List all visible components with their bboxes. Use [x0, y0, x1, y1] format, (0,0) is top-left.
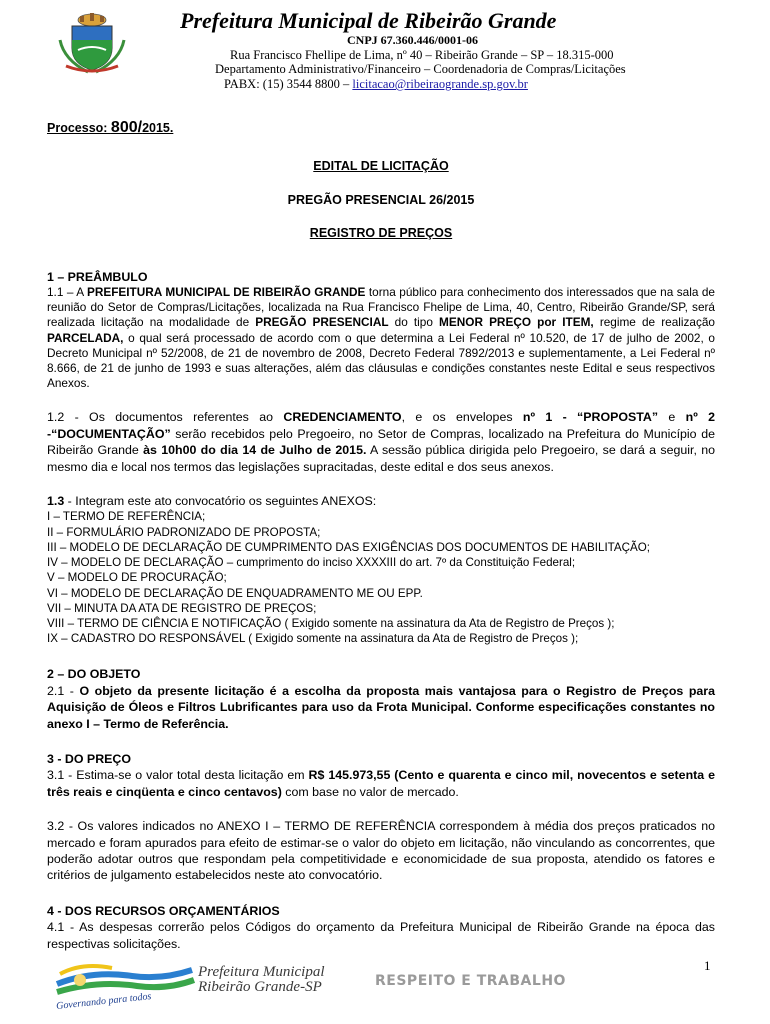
- edital-title: EDITAL DE LICITAÇÃO: [313, 159, 449, 174]
- cnpj: CNPJ 67.360.446/0001-06: [347, 33, 478, 47]
- document-body: [47, 115, 715, 952]
- footer-slogan: Governando para todos: [55, 991, 152, 1012]
- paragraph-4-1: 4.1 - As despesas correrão pelos Códigos do orçamento da Prefeitura Municipal de Ribeirão Grande na época das respectivas solicitações.: [47, 920, 715, 951]
- page-number: 1: [704, 958, 711, 973]
- list-item: V – MODELO DE PROCURAÇÃO;: [47, 571, 227, 585]
- list-item: VII – MINUTA DA ATA DE REGISTRO DE PREÇOS;: [47, 601, 317, 615]
- registro-title: REGISTRO DE PREÇOS: [309, 226, 453, 241]
- paragraph-3-2: 3.2 - Os valores indicados no ANEXO I – TERMO DE REFERÊNCIA correspondem à média dos preços praticados no mercado e foram apurados para efeito de estimar-se o valor do objeto em licitação, não vinculando as concorrentes, que poderão adotar outros que respondam pela competitividade e economicidade de sua proposta, atendido os fatores e critérios de julgamento estabelecidos neste ato convocatório.: [47, 819, 715, 883]
- list-item: VIII – TERMO DE CIÊNCIA E NOTIFICAÇÃO ( Exigido somente na assinatura da Ata de Registro de Preços );: [47, 616, 615, 630]
- list-item: I – TERMO DE REFERÊNCIA;: [47, 510, 206, 524]
- footer-org-line1: Prefeitura Municipal: [198, 964, 325, 980]
- email-link[interactable]: licitacao@ribeiraogrande.sp.gov.br: [352, 77, 528, 91]
- org-title: Prefeitura Municipal de Ribeirão Grande: [180, 8, 557, 33]
- list-item: IX – CADASTRO DO RESPONSÁVEL ( Exigido somente na assinatura da Ata de Registro de Preços );: [47, 632, 579, 646]
- paragraph-1-1: 1.1 – A PREFEITURA MUNICIPAL DE RIBEIRÃO GRANDE torna público para conhecimento dos interessados que na sala de reunião do Setor de Compras/Licitações, localizada na Rua Francisco Fhelipe de Lima, 40, Centro, Ribeirão Grande/SP, será realizada licitação na modalidade de PREGÃO PRESENCIAL do tipo MENOR PREÇO por ITEM, regime de realização PARCELADA, o qual será processado de acordo com o que determina a Lei Federal nº 10.520, de 17 de julho de 2002, o Decreto Municipal nº 52/2008, de 21 de novembro de 2008, Decreto Federal 7892/2013 e suplementamente, a Lei Federal nº 8.666, de 21 de junho de 1993 e suas alterações, além das cláusulas e condições constantes neste Edital e seus respectivos Anexos.: [47, 285, 715, 391]
- department: Departamento Administrativo/Financeiro – Coordenadoria de Compras/Licitações: [215, 62, 626, 76]
- paragraph-2-1: 2.1 - O objeto da presente licitação é a escolha da proposta mais vantajosa para o Registro de Preços para Aquisição de Óleos e Filtros Lubrificantes para uso da Frota Municipal. Conforme especificações constantes no anexo I – Termo de Referência.: [47, 683, 715, 731]
- processo-number: 800/: [110, 119, 143, 136]
- paragraph-1-3: 1.3 - Integram este ato convocatório os seguintes ANEXOS:: [47, 494, 377, 509]
- paragraph-3-1: 3.1 - Estima-se o valor total desta licitação em R$ 145.973,55 (Cento e quarenta e cinco mil, novecentos e setenta e três reais e cinqüenta e cinco centavos) com base no valor de mercado.: [47, 768, 716, 799]
- pregao-title: PREGÃO PRESENCIAL 26/2015: [287, 192, 475, 207]
- section-1-heading: 1 – PREÂMBULO: [47, 269, 148, 284]
- processo-year: 2015.: [142, 121, 174, 135]
- address: Rua Francisco Fhellipe de Lima, nº 40 – Ribeirão Grande – SP – 18.315-000: [230, 48, 614, 62]
- list-item: IV – MODELO DE DECLARAÇÃO – cumprimento do inciso XXXXIII do art. 7º da Constituição Federal;: [47, 556, 576, 570]
- page-header: [0, 0, 770, 100]
- list-item: VI – MODELO DE DECLARAÇÃO DE ENQUADRAMENTO ME OU EPP.: [47, 586, 423, 600]
- list-item: III – MODELO DE DECLARAÇÃO DE CUMPRIMENTO DAS EXIGÊNCIAS DOS DOCUMENTOS DE HABILITAÇÃO;: [47, 540, 650, 554]
- pabx-text: PABX: (15) 3544 8800 –: [224, 77, 353, 91]
- processo-line: [47, 120, 715, 136]
- municipal-coat-of-arms-icon: [58, 10, 126, 74]
- footer-motto: RESPEITO E TRABALHO: [375, 973, 566, 989]
- section-3-heading: 3 - DO PREÇO: [47, 751, 131, 766]
- footer-org-line2: Ribeirão Grande-SP: [198, 979, 322, 995]
- processo-label: Processo:: [47, 121, 111, 135]
- section-2-heading: 2 – DO OBJETO: [47, 667, 141, 682]
- pabx-line: [224, 77, 528, 92]
- section-4-heading: 4 - DOS RECURSOS ORÇAMENTÁRIOS: [47, 903, 280, 918]
- anexos-list: [47, 509, 715, 646]
- list-item: II – FORMULÁRIO PADRONIZADO DE PROPOSTA;: [47, 525, 321, 539]
- paragraph-1-2: 1.2 - Os documentos referentes ao CREDENCIAMENTO, e os envelopes nº 1 - “PROPOSTA” e nº 2 -“DOCUMENTAÇÃO” serão recebidos pelo Pregoeiro, no Setor de Compras, localizado na Prefeitura do Município de Ribeirão Grande às 10h00 do dia 14 de Julho de 2015. A sessão pública dirigida pelo Pregoeiro, se dará a seguir, no mesmo dia e local nos termos das legislações supracitadas, deste edital e dos seus anexos.: [47, 410, 715, 474]
